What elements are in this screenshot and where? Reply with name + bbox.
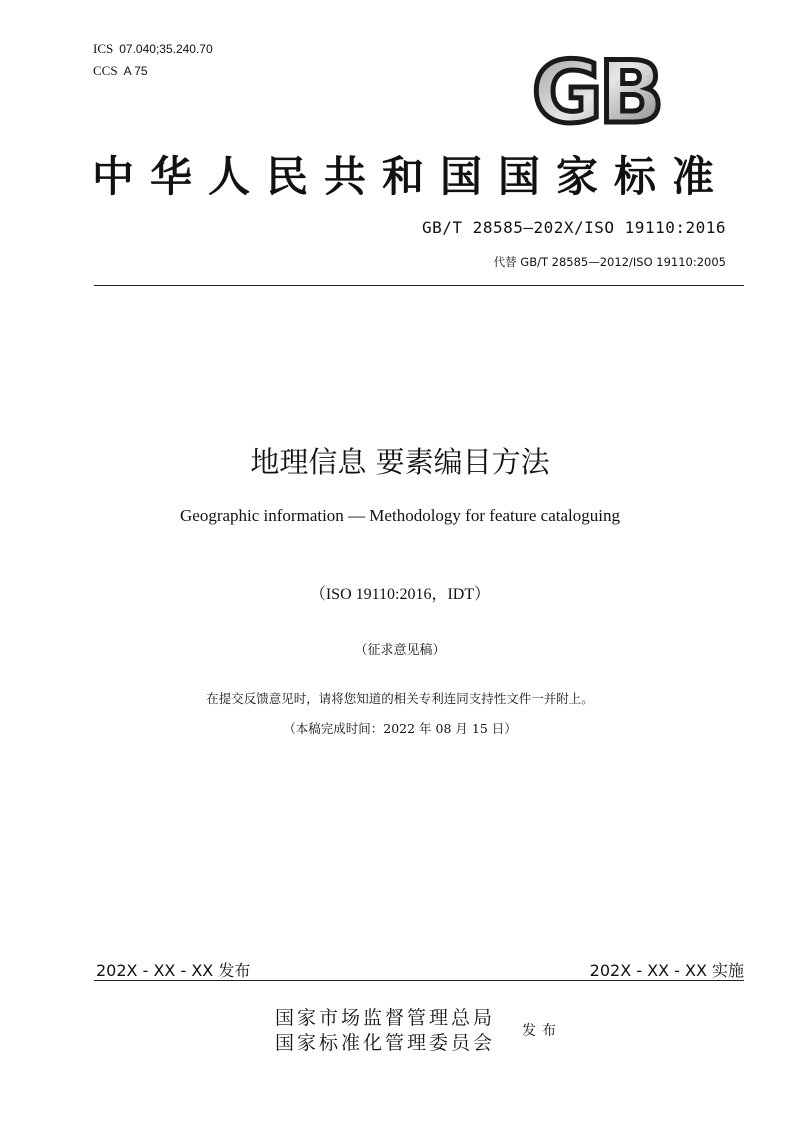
implement-date: 202X - XX - XX 实施 — [589, 961, 744, 980]
ccs-label: CCS — [93, 63, 118, 78]
gb-logo-text: GB — [532, 52, 661, 130]
completion-date: （本稿完成时间：2022 年 08 月 15 日） — [283, 721, 517, 736]
issuer-sac: 国家标准化管理委员会 — [275, 1032, 496, 1054]
ics-label: ICS — [93, 41, 114, 56]
iso-reference: （ISO 19110:2016，IDT） — [309, 586, 491, 603]
patent-notice: 在提交反馈意见时，请将您知道的相关专利连同支持性文件一并附上。 — [206, 691, 594, 706]
gb-logo-icon — [530, 52, 685, 130]
publish-date: 202X - XX - XX 发布 — [96, 961, 251, 980]
issuer-samr: 国家市场监督管理总局 — [275, 1007, 496, 1029]
national-standard-heading: 中华人民共和国国家标准 — [92, 152, 731, 201]
issuing-bodies — [275, 1006, 495, 1056]
replaces-standard: 代替 GB/T 28585—2012/ISO 19110:2005 — [493, 255, 726, 269]
draft-status: （征求意见稿） — [354, 643, 446, 658]
standard-number: GB/T 28585—202X/ISO 19110:2016 — [422, 218, 726, 237]
ics-value: 07.040;35.240.70 — [119, 42, 213, 56]
title-english: Geographic information — Methodology for feature cataloguing — [180, 506, 620, 525]
issue-label: 发布 — [522, 1023, 562, 1039]
ccs-row — [93, 60, 213, 82]
bottom-divider — [94, 980, 744, 981]
classification-codes — [93, 38, 213, 82]
gb-logo — [530, 52, 685, 130]
ics-row — [93, 38, 213, 60]
ccs-value: A 75 — [123, 64, 148, 78]
title-chinese: 地理信息 要素编目方法 — [250, 445, 550, 479]
top-divider — [94, 285, 744, 286]
